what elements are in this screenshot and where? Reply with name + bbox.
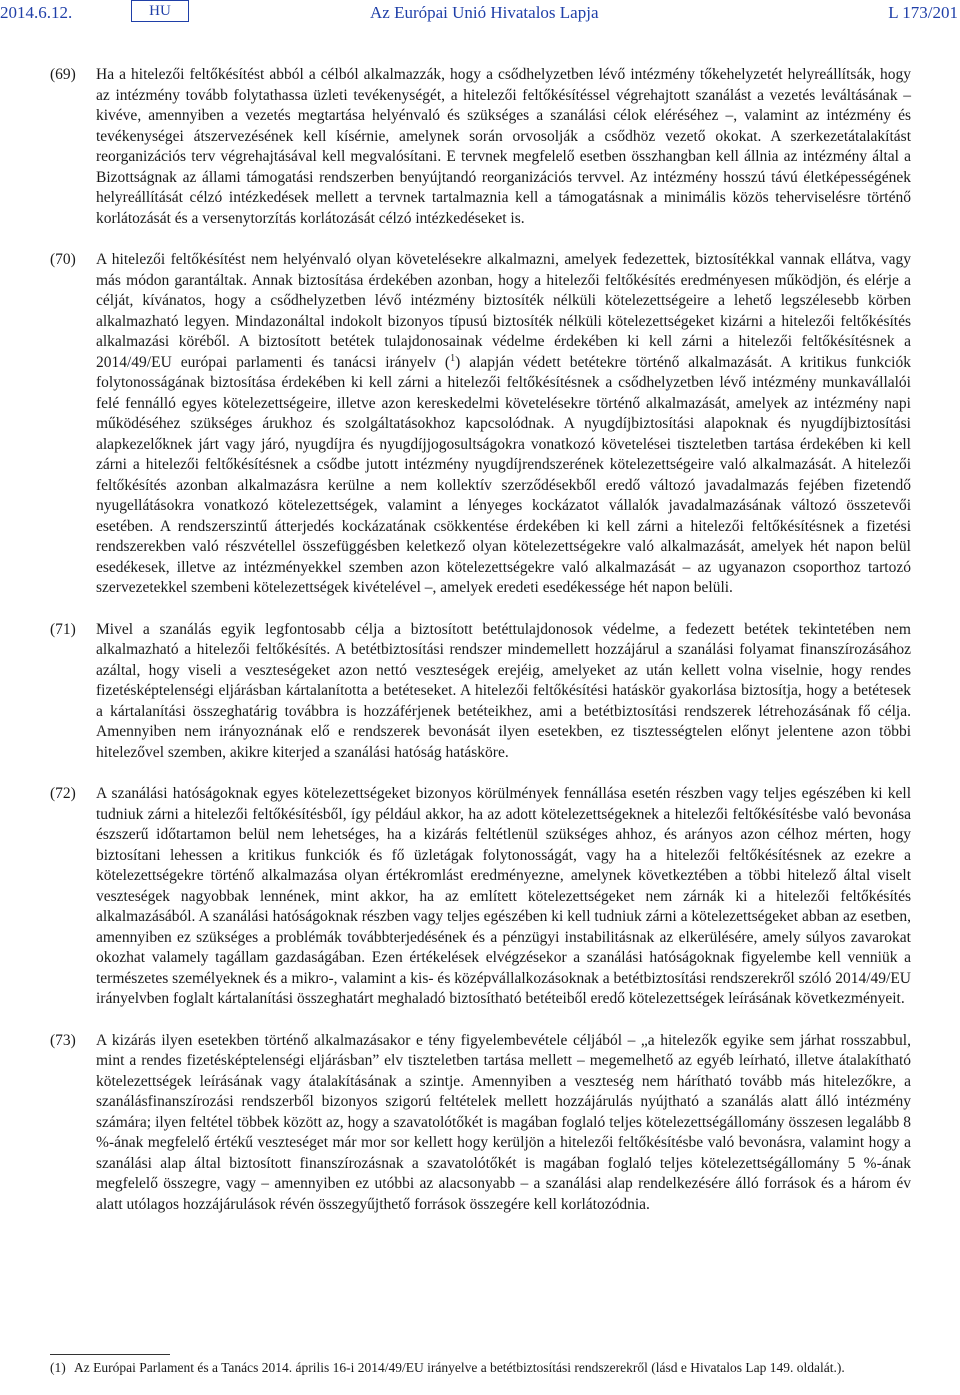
recital-text-part-1: A hitelezői feltőkésítést nem helyénvaló olyan követelésekre alkalmazni, amelyek fedezettek, biztosítékkal vannak ellátva, vagy más módon garantáltak. Annak biztosítása érdekében azonban, hogy a hitelezői feltőkésítés eredményesen működjön, és elérje a célját, kívánatos, hogy a csődhelyzetben lévő intézmény biztosíték nélküli kötelezettségeire a lehető legszélesebb körben alkalmazható legyen. Mindazonáltal indokolt bizonyos típusú biztosíték nélküli kötelezettségeket kizárni a hitelezői feltőkésítés alkalmazási köréből. A biztosított betétek tulajdonosainak védelme érdekében ki kell zárni a hitelezői feltőkésítésnek a 2014/49/EU európai parlamenti és tanácsi irányelv (: [96, 251, 911, 371]
recital-71: [0, 620, 960, 764]
recital-text: A kizárás ilyen esetekben történő alkalmazásakor e tény figyelembevétele céljából – „a hitelezők egyike sem járhat rosszabbul, mint a rendes fizetésképtelenségi eljárásban” elv tiszteletben tartása mellett – megemelhető az egyéb leírható, illetve átalakítható kötelezettségek leírásának vagy átalakításának a szintje. Amennyiben a veszteség nem hárítható tovább más hitelezőkre, a szanálásfinanszírozási rendszerből bizonyos szigorú feltételek mellett hozzájárulás nyújtható a szanálás alatt álló intézmény számára; ilyen feltétel többek között az, hogy a szavatolótőkét is magában foglaló teljes kötelezettségállomány összesen legalább 8 %-ának megfelelő értékű veszteséget már mor sor kellett hogy kerüljön a hitelezői feltőkésítésbe való bevonásra, valamint hogy a szanálási alap által biztosított finanszírozásnak a szavatolótőkét is magában foglaló teljes kötelezettségállomány 5 %-ának megfelelő összegre, vagy – amennyiben ez utóbbi az alacsonyabb – a szanálási alap rendelkezésére álló források és a három év alatt utólagos hozzájárulások révén összegyűjthető források összegére kell korlátozódnia.: [96, 1031, 911, 1213]
footnote-marker: (1): [50, 1360, 66, 1375]
journal-title: Az Európai Unió Hivatalos Lapja: [370, 3, 599, 22]
recital-72: [0, 784, 960, 1010]
language-badge: HU: [131, 0, 189, 22]
recital-73: [0, 1031, 960, 1216]
publication-date: 2014.6.12.: [0, 3, 73, 22]
recital-number: (70): [50, 251, 76, 268]
recital-number: (69): [50, 66, 76, 83]
footnote: [50, 1359, 912, 1376]
footnote-ref[interactable]: 1: [450, 352, 456, 364]
recital-number: (72): [50, 785, 76, 802]
recital-text: Mivel a szanálás egyik legfontosabb célja a biztosított betéttulajdonosok védelme, a fedezett betétek tekintetében nem alkalmazható a hitelezői feltőkésítés. A betétbiztosítási rendszer mindemellett hozzájárul a szanálási folyamat finanszírozásához azáltal, hogy viseli a veszteségeket azon nettó veszteségek erejéig, amelyeket az után kellett volna viselnie, hogy rendes fizetésképtelenségi eljárásban kártalanította a betéteseket. A hitelezői feltőkésítési hatáskör gyakorlása biztosítja, hogy a betétesek a kártalanítási összeghatárig továbbra is hozzáférjenek betéteikhez, ami a betétbiztosítási rendszerek létrehozásának fő célja. Amennyiben nem irányoznának elő e rendszerek bevonását ilyen esetekben, ez tisztességtelen előnyt jelentene azon többi hitelezővel szemben, akikre kiterjed a szanálási hatóság hatásköre.: [96, 620, 911, 761]
recital-text: [96, 250, 911, 599]
footnote-divider: [50, 1354, 170, 1355]
document-body: [0, 65, 960, 1236]
page-header: [0, 0, 960, 30]
recital-70: [0, 250, 960, 599]
recital-69: [0, 65, 960, 229]
recital-number: (71): [50, 620, 76, 638]
footnote-text: Az Európai Parlament és a Tanács 2014. április 16-i 2014/49/EU irányelve a betétbiztosítási rendszerekről (lásd e Hivatalos Lap 149. oldalát.).: [74, 1360, 845, 1375]
recital-text: Ha a hitelezői feltőkésítést abból a célból alkalmazzák, hogy a csődhelyzetben lévő intézmény tőkehelyzetét helyreállítsák, hogy az intézmény tovább folytathassa üzleti tevékenységét, a hitelezői feltőkésítéssel végrehajtott szanálást a vezetés leváltásának – kivéve, amennyiben a vezetés megtartása helyénvaló és szükséges a szanálási célok eléréséhez –, valamint az intézmény és tevékenységei átszervezésének kell kísérnie, amelynek során orvosolják a csődhöz vezető okokat. A szerkezetátalakítást reorganizációs terv végrehajtásával kell megvalósítani. E tervnek megfelelő esetben összhangban kell állnia az intézmény által a Bizottságnak az állami támogatási rendszerben benyújtandó reorganizációs tervvel. Az intézmény hosszú távú életképességének helyreállítását célzó intézkedések mellett a tervnek tartalmaznia kell a támogatásnak a minimális közös teherviselésre történő korlátozását és a versenytorzítás korlátozását célzó intézkedéseket is.: [96, 66, 911, 227]
recital-text-part-2: ) alapján védett betétekre történő alkalmazását. A kritikus funkciók folytonosságának biztosítása érdekében ki kell zárni a hitelezői feltőkésítésnek a csődhelyzetben lévő intézmény munkavállalói felé fennálló egyes kötelezettségeire, illetve azon kereskedelmi követelésekre történő alkalmazását, amelyek az intézmény napi működéséhez szükséges árukhoz és szolgáltatásokhoz kapcsolódnak. A nyugdíjbiztosítási alapoknak és nyugdíjbiztosítási alapkezelőknek járt vagy járó, nyugdíjra és nyugdíjjogosultságokra vonatkozó követelései tiszteletben tartása érdekében ki kell zárni a hitelezői feltőkésítésnek a csődbe jutott intézmény nyugdíjrendszerének kötelezettségeire való alkalmazását. A hitelezői feltőkésítés azonban alkalmazásra kerülne a nem kollektív szerződésekből eredő változó javadalmazás fejében fizetendő nyugellátásokra vonatkozó kötelezettségek, valamint a lényeges kockázatot vállalók javadalmazásának változó összetevői esetében. A rendszerszintű átterjedés kockázatának csökkentése érdekében ki kell zárni a hitelezői feltőkésítésnek a fizetési rendszerekben való részvétellel összefüggésben keletkező olyan kötelezettségekre való alkalmazását, amelyek hét napon belül esedékesek, illetve az intézményekkel szemben azon kötelezettségekre való alkalmazását – az ugyanazon csoporthoz tartozó szervezetekkel szembeni kötelezettségek kivételével –, amelyek eredeti esedékessége hét napon belüli.: [96, 353, 911, 596]
page-reference: L 173/201: [888, 3, 958, 22]
recital-number: (73): [50, 1031, 76, 1049]
recital-text: A szanálási hatóságoknak egyes kötelezettségeket bizonyos körülmények fennállása esetén részben vagy teljes egészében ki kell tudniuk zárni a hitelezői feltőkésítésből, így például akkor, ha az adott kötelezettségeknek a hitelezői feltőkésítésbe való bevonása észszerű időtartamon belül nem lehetséges, ha a kizárás feltétlenül szükséges ahhoz, és arányos azon célhoz mérten, hogy biztosítani lehessen a kritikus funkciók és fő üzletágak folytonosságát, vagy ha a hitelezői feltőkésítésnek az ezekre a kötelezettségekre történő alkalmazása olyan értékromlást eredményezne, amelynek következtében a többi hitelező által viselt veszteségek nagyobbak lennének, mint akkor, ha az említett kötelezettségeket nem zárnák ki a hitelezői feltőkésítés alkalmazásából. A szanálási hatóságoknak részben vagy teljes egészében ki kell tudniuk zárni a kötelezettségeket abban az esetben, amennyiben ez szükséges a problémák továbbterjedésének és a pénzügyi instabilitásnak az elkerülésére, amely súlyos zavarokat okozhat valamely tagállam gazdaságában. Ezen értékelések elvégzésekor a szanálási hatóságoknak figyelembe kell venniük a természetes személyeknek és a mikro-, valamint a kis- és középvállalkozásoknak a betétbiztosítási rendszerekről szóló 2014/49/EU irányelvben foglalt kártalanítási összeghatárt meghaladó biztosítható betéteiből eredő kötelezettségek leírásának következményeit.: [96, 785, 911, 1007]
